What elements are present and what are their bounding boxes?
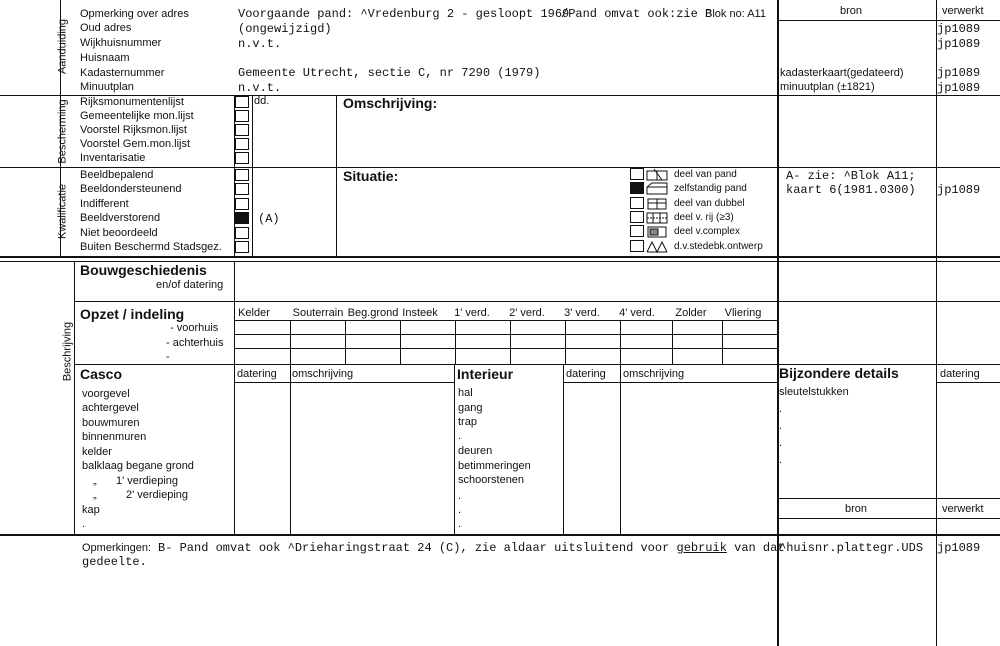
interieur-omschrijving-col — [620, 364, 621, 534]
casco-omschrijving-col — [290, 364, 291, 534]
casco-item-voorgevel: voorgevel — [82, 388, 130, 400]
label-huisnaam: Huisnaam — [80, 52, 130, 64]
separator-bouwgeschiedenis — [74, 301, 1000, 302]
separator-beschrijving — [0, 534, 1000, 536]
label-opmerking-adres: Opmerking over adres — [80, 8, 189, 20]
details-verwerkt-header: verwerkt — [942, 503, 984, 515]
details-bron-line-top — [777, 498, 1000, 499]
pand-note: /Pand omvat ook:zie B — [561, 7, 713, 21]
opzet-row1 — [234, 320, 777, 321]
casco-item-kelder: kelder — [82, 446, 112, 458]
opzet-col — [455, 320, 456, 364]
opzet-col-2-verd: 2' verd. — [509, 307, 545, 319]
checkbox-rijksmonumentenlijst[interactable] — [235, 96, 249, 108]
beschrijving-label-divider — [74, 262, 75, 534]
opzet-col-beg-grond: Beg.grond — [347, 307, 399, 319]
verwerkt-kadaster: jp1089 — [937, 66, 981, 80]
casco-item-balklaag: balklaag begane grond — [82, 460, 194, 472]
option-deel-van-dubbel: deel van dubbel — [674, 198, 745, 209]
checkbox-deel-van-pand[interactable] — [630, 168, 644, 180]
interieur-item-dot2: . — [458, 490, 462, 502]
kwalificatie-verwerkt: jp1089 — [937, 183, 981, 197]
deel-van-dubbel-icon — [646, 197, 670, 210]
casco-item-achtergevel: achtergevel — [82, 402, 139, 414]
label-kadasternummer: Kadasternummer — [80, 67, 165, 79]
checkbox-col-right — [252, 95, 253, 256]
section-bescherming: Bescherming — [56, 99, 69, 164]
checkbox-inventarisatie[interactable] — [235, 152, 249, 164]
details-datering-header: datering — [940, 368, 980, 380]
omschrijving-divider — [336, 95, 337, 256]
checkbox-gemeentelijke-lijst[interactable] — [235, 110, 249, 122]
checkbox-beeldondersteunend[interactable] — [235, 183, 249, 195]
bouwgeschiedenis-divider — [234, 262, 235, 301]
casco-item-1-verdieping: 1' verdieping — [116, 475, 179, 487]
opzet-col — [400, 320, 401, 364]
details-item-sleutelstukken: sleutelstukken — [779, 386, 849, 398]
opzet-col-zolder: Zolder — [675, 307, 707, 319]
opzet-heading: Opzet / indeling — [80, 306, 185, 322]
details-item-dot: . — [779, 437, 783, 449]
separator-kwalificatie — [0, 256, 1000, 258]
label-wijkhuisnummer: Wijkhuisnummer — [80, 37, 162, 49]
kwalificatie-bron-line2: kaart 6(1981.0300) — [786, 183, 916, 197]
opmerkingen-text — [158, 541, 785, 555]
option-deel-v-rij: deel v. rij (≥3) — [674, 212, 734, 223]
verwerkt-header: verwerkt — [942, 5, 984, 17]
casco-omschrijving-header: omschrijving — [292, 368, 354, 380]
checkbox-beeldbepalend[interactable] — [235, 169, 249, 181]
label-indifferent: Indifferent — [80, 198, 129, 210]
option-deel-v-complex: deel v.complex — [674, 226, 740, 237]
opzet-col-insteek: Insteek — [402, 307, 438, 319]
opzet-col — [672, 320, 673, 364]
interieur-item-dot4: . — [458, 518, 462, 530]
opzet-col — [510, 320, 511, 364]
situatie-heading: Situatie: — [343, 168, 399, 184]
opzet-col — [345, 320, 346, 364]
casco-item-dot: . — [82, 518, 86, 530]
opmerkingen-text-part1: B- Pand omvat ook ^Drieharingstraat 24 (C), zie aldaar uitsluitend voor — [158, 541, 670, 555]
opzet-row3 — [234, 348, 777, 349]
section-aanduiding: Aanduiding — [56, 18, 69, 75]
opzet-row-empty: - — [166, 351, 170, 363]
casco-datering-col — [234, 364, 235, 534]
verwerkt-minuutplan: jp1089 — [937, 81, 981, 95]
opzet-col-kelder: Kelder — [238, 307, 270, 319]
interieur-item-deuren: deuren — [458, 445, 493, 457]
opzet-col — [565, 320, 566, 364]
details-bron-header: bron — [845, 503, 868, 515]
blok-number: Blok no: A11 — [705, 8, 766, 20]
stedebk-ontwerp-icon — [646, 240, 670, 253]
checkbox-voorstel-gemmon[interactable] — [235, 138, 249, 150]
opmerkingen-bron: ^huisnr.plattegr.UDS — [779, 541, 924, 555]
opzet-col-4-verd: 4' verd. — [619, 307, 655, 319]
details-item-dot: . — [779, 403, 783, 415]
opzet-row2 — [234, 334, 777, 335]
interieur-datering-header: datering — [566, 368, 606, 380]
interieur-item-schoorstenen: schoorstenen — [458, 474, 525, 486]
oud-adres-value: (ongewijzigd) — [238, 22, 332, 36]
interieur-item-gang: gang — [458, 402, 483, 414]
ditto-mark: „ — [93, 475, 97, 487]
dd-label: dd. — [254, 95, 270, 107]
details-bron-line-bottom — [777, 518, 1000, 519]
checkbox-buiten-beschermd[interactable] — [235, 241, 249, 253]
label-rijksmonumentenlijst: Rijksmonumentenlijst — [80, 96, 184, 108]
section-kwalificatie: Kwalificatie — [56, 183, 69, 240]
opzet-divider — [234, 301, 235, 364]
opzet-col-vliering: Vliering — [724, 307, 762, 319]
checkbox-indifferent[interactable] — [235, 198, 249, 210]
details-item-dot: . — [779, 420, 783, 432]
opmerkingen-text-end: van dat — [734, 541, 785, 555]
label-beeldondersteunend: Beeldondersteunend — [80, 183, 182, 195]
opzet-col — [290, 320, 291, 364]
casco-item-bouwmuren: bouwmuren — [82, 417, 140, 429]
label-inventarisatie: Inventarisatie — [80, 152, 146, 164]
label-buiten-beschermd: Buiten Beschermd Stadsgez. — [80, 241, 222, 253]
bron-kadaster: kadasterkaart(gedateerd) — [780, 67, 904, 79]
interieur-item-trap: trap — [458, 416, 477, 428]
casco-item-binnenmuren: binnenmuren — [82, 431, 147, 443]
checkbox-deel-v-rij[interactable] — [630, 211, 644, 223]
opmerkingen-label: Opmerkingen: — [82, 542, 152, 554]
opmerkingen-text-line2: gedeelte. — [82, 555, 147, 569]
opzet-col-1-verd: 1' verd. — [454, 307, 490, 319]
checkbox-deel-van-dubbel[interactable] — [630, 197, 644, 209]
label-beeldbepalend: Beeldbepalend — [80, 169, 154, 181]
zelfstandig-pand-icon — [646, 182, 670, 195]
opmerkingen-gebruik: gebruik — [676, 541, 727, 555]
label-gemeentelijke-lijst: Gemeentelijke mon.lijst — [80, 110, 194, 122]
checkbox-niet-beoordeeld[interactable] — [235, 227, 249, 239]
label-voorstel-rijksmon: Voorstel Rijksmon.lijst — [80, 124, 187, 136]
details-item-dot: . — [779, 454, 783, 466]
casco-interieur-divider — [454, 364, 455, 534]
casco-item-2-verdieping: 2' verdieping — [126, 489, 189, 501]
bouwgeschiedenis-sub: en/of datering — [156, 279, 224, 291]
omschrijving-heading: Omschrijving: — [343, 95, 438, 111]
opzet-col — [620, 320, 621, 364]
label-voorstel-gemmon: Voorstel Gem.mon.lijst — [80, 138, 191, 150]
verwerkt-wijkhuisnummer: jp1089 — [937, 37, 981, 51]
opzet-col — [722, 320, 723, 364]
opzet-col-3-verd: 3' verd. — [564, 307, 600, 319]
opzet-row-voorhuis: - voorhuis — [170, 322, 219, 334]
label-oud-adres: Oud adres — [80, 22, 132, 34]
casco-header-line — [234, 382, 454, 383]
interieur-heading: Interieur — [457, 366, 514, 382]
section-beschrijving: Beschrijving — [61, 321, 74, 382]
interieur-item-betimmeringen: betimmeringen — [458, 460, 531, 472]
opzet-col-souterrain: Souterrain — [292, 307, 344, 319]
details-header-line — [936, 382, 1000, 383]
interieur-item-dot1: . — [458, 430, 462, 442]
opmerkingen-verwerkt: jp1089 — [937, 541, 981, 555]
separator-bescherming — [0, 167, 1000, 168]
label-niet-beoordeeld: Niet beoordeeld — [80, 227, 158, 239]
interieur-item-hal: hal — [458, 387, 473, 399]
option-zelfstandig-pand: zelfstandig pand — [674, 183, 747, 194]
checkbox-zelfstandig-pand[interactable] — [630, 182, 644, 194]
interieur-header-line — [563, 382, 777, 383]
bron-minuutplan: minuutplan (±1821) — [780, 81, 875, 93]
interieur-omschrijving-header: omschrijving — [623, 368, 685, 380]
bron-header-line — [777, 20, 1000, 21]
beeldverstorend-mark: (A) — [258, 212, 280, 226]
interieur-item-dot3: . — [458, 504, 462, 516]
checkbox-deel-v-complex[interactable] — [630, 225, 644, 237]
kwalificatie-bron-line1: A- zie: ^Blok A11; — [786, 169, 916, 183]
checkbox-voorstel-rijksmon[interactable] — [235, 124, 249, 136]
bron-header: bron — [840, 5, 863, 17]
deel-v-complex-icon — [646, 225, 670, 238]
interieur-datering-col — [563, 364, 564, 534]
casco-heading: Casco — [80, 366, 123, 382]
bouwgeschiedenis-heading: Bouwgeschiedenis — [80, 262, 207, 278]
verwerkt-oud-adres: jp1089 — [937, 22, 981, 36]
opzet-row-achterhuis: - achterhuis — [166, 337, 224, 349]
casco-datering-header: datering — [237, 368, 277, 380]
option-deel-van-pand: deel van pand — [674, 169, 737, 180]
opmerking-value: Voorgaande pand: ^Vredenburg 2 - gesloopt 1969 — [238, 7, 570, 21]
deel-v-rij-icon — [646, 211, 670, 224]
label-minuutplan: Minuutplan — [80, 81, 134, 93]
kadaster-value: Gemeente Utrecht, sectie C, nr 7290 (1979) — [238, 66, 541, 80]
checkbox-beeldverstorend[interactable] — [235, 212, 249, 224]
ditto-mark: „ — [93, 489, 97, 501]
label-beeldverstorend: Beeldverstorend — [80, 212, 161, 224]
checkbox-stedebk-ontwerp[interactable] — [630, 240, 644, 252]
deel-van-pand-icon — [646, 168, 670, 181]
casco-item-kap: kap — [82, 504, 100, 516]
details-heading: Bijzondere details — [779, 365, 899, 381]
wijkhuisnummer-value: n.v.t. — [238, 37, 282, 51]
option-stedebk-ontwerp: d.v.stedebk.ontwerp — [674, 241, 763, 252]
minuutplan-value: n.v.t. — [238, 81, 282, 95]
